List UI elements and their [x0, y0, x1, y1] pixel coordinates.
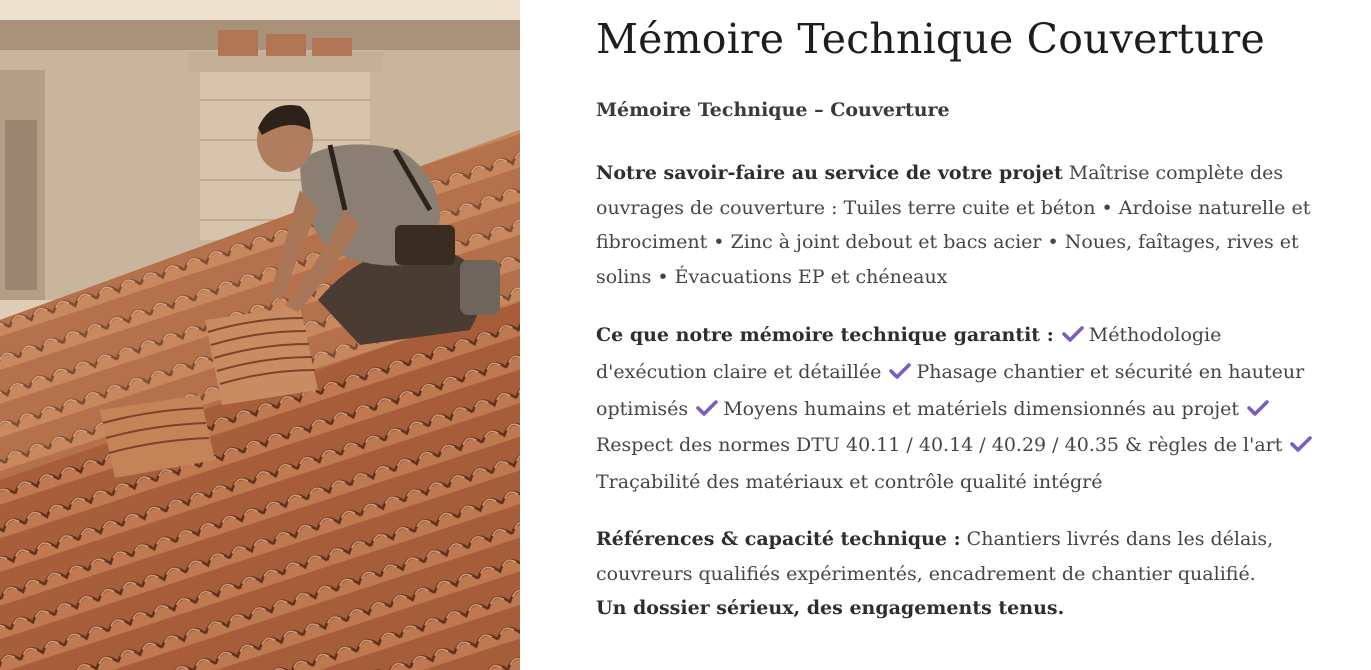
references-heading: Références & capacité technique : — [596, 528, 961, 550]
garantie-item: Phasage chantier et sécurité en hauteur optimisés — [596, 360, 1305, 420]
references-paragraph — [596, 522, 1321, 626]
content-column — [596, 0, 1326, 619]
garantie-item: Méthodologie d'exécution claire et détaillée — [596, 324, 1222, 383]
closing-statement: Un dossier sérieux, des engagements tenus. — [596, 597, 1065, 619]
page-title: Mémoire Technique Couverture — [596, 15, 1265, 63]
checkmark-icon — [889, 362, 911, 380]
savoir-faire-paragraph — [596, 156, 1321, 294]
section-subtitle: Mémoire Technique – Couverture — [596, 99, 950, 121]
checkmark-icon — [1290, 435, 1312, 453]
garantie-item: Traçabilité des matériaux et contrôle qualité intégré — [596, 471, 1103, 494]
savoir-faire-heading: Notre savoir-faire au service de votre projet — [596, 162, 1063, 184]
references-text: Chantiers livrés dans les délais, couvreurs qualifiés expérimentés, encadrement de chantier qualifié. — [596, 528, 1274, 585]
checkmark-icon — [1062, 325, 1084, 343]
roofer-photo — [0, 0, 520, 670]
garantie-item: Respect des normes DTU 40.11 / 40.14 / 40.29 / 40.35 & règles de l'art — [596, 434, 1283, 457]
garantie-item: Moyens humains et matériels dimensionnés au projet — [723, 397, 1240, 420]
checkmark-icon — [1247, 399, 1269, 417]
garanties-paragraph — [596, 317, 1321, 501]
savoir-faire-text: Maîtrise complète des ouvrages de couverture : Tuiles terre cuite et béton • Ardoise naturelle et fibrociment • Zinc à joint debout et bacs acier • Noues, faîtages, rives et solins • Évacuations EP et chéneaux — [596, 162, 1311, 288]
garanties-heading: Ce que notre mémoire technique garantit : — [596, 324, 1054, 346]
checkmark-icon — [696, 399, 718, 417]
